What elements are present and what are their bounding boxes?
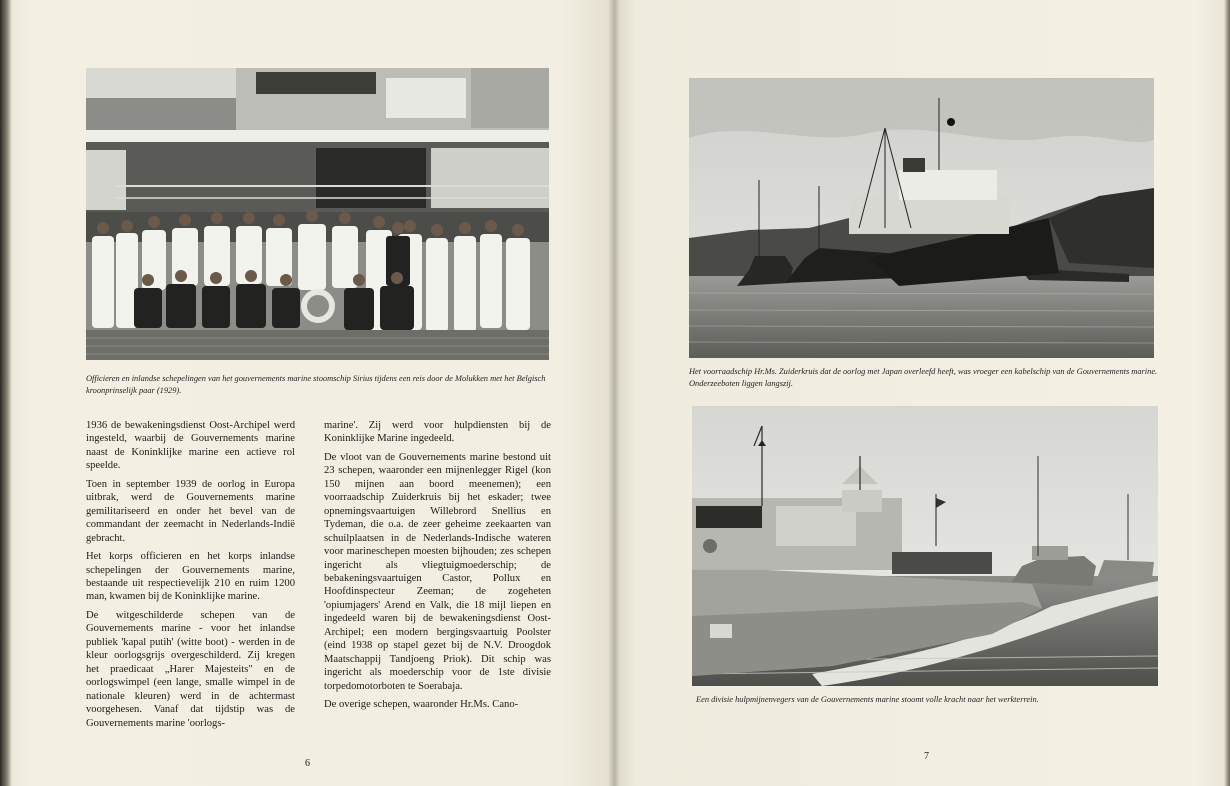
book-edge-left — [0, 0, 12, 786]
paragraph: De overige schepen, waaronder Hr.Ms. Cano- — [324, 699, 519, 711]
paragraph: Het korps officieren en het korps inlandse schepelingen der Gouvernements marine, bestaande uit respectievelijk 210 en ruim 1200 man, kwamen bij de Koninklijke marine. — [86, 551, 295, 603]
book-gutter — [608, 0, 620, 786]
right-page — [614, 0, 1230, 786]
paragraph: marine'. Zij werd voor hulpdiensten bij de Koninklijke Marine ingedeeld. — [324, 420, 551, 445]
paragraph: Toen in september 1939 de oorlog in Europa uitbrak, werd de Gouvernements marine gemilitariseerd en onder het bevel van de commandant der zeemacht in Nederlands-Indië gebracht. — [86, 478, 295, 544]
minesweepers-photo — [692, 406, 1158, 686]
crew-group-photo — [86, 68, 549, 360]
paragraph: De vloot van de Gouvernements marine bestond uit 23 schepen, waaronder een mijnenlegger Rigel (kon 150 mijnen aan boord meenemen); een voorraadschip Zuiderkruis bij het eskader; twee opnemingsvaartuigen Willebrord Snellius en Tydeman, die o.a. de zeer geheime zeekaarten van schuilplaatsen in de Nederlands-Indische wateren voor marineschepen moesten bijhouden; zes schepen ingericht als vliegtuigmoederschip; de bebakeningsvaartuigen Castor, Pollux en Hoofdinspecteur Zeeman; de zogeheten 'opiumjagers' Arend en Valk, die 18 mijl liepen en ingedeeld waren bij de bewakeningsdienst Oost-Archipel; een modern bergingsvaartuig Poolster (eind 1938 op stapel gezet bij de N.V. Droogdok Maatschappij Tandjoeng Priok). Dit schip was ingericht als moederschip voor de 1ste divisie torpedomotorboten te Soerabaja. — [324, 451, 551, 692]
supply-ship-photo — [689, 78, 1154, 358]
book-edge-right — [1224, 0, 1230, 786]
photo-caption: Officieren en inlandse schepelingen van het gouvernements marine stoomschip Sirius tijdens een reis door de Molukken met het Belgisch kroonprinselijk paar (1929). — [86, 374, 546, 395]
page-number: 6 — [305, 758, 310, 769]
top-photo-caption: Het voorraadschip Hr.Ms. Zuiderkruis dat de oorlog met Japan overleefd heeft, was vroeger een kabelschip van de Gouvernements marine. Onderzeeboten liggen langszij. — [689, 367, 1158, 388]
left-page — [0, 0, 614, 786]
text-column-1 — [86, 419, 295, 735]
bottom-photo-caption: Een divisie hulpmijnenvegers van de Gouvernements marine stoomt volle kracht naar het werkterrein. — [696, 695, 1039, 704]
paragraph: De witgeschilderde schepen van de Gouvernements marine - voor het inlandse publiek 'kapal putih' (witte boot) - werden in de kleur oorlogsgrijs overgeschilderd. Zij kregen het praedicaat „Harer Majesteits" en de oorlogswimpel (een lange, smalle wimpel in de nationale kleuren) werd in de achtermast voorgehesen. Vanaf dat tijdstip was de Gouvernements marine 'oorlogs- — [86, 609, 295, 729]
paragraph: 1936 de bewakeningsdienst Oost-Archipel werd ingesteld, waarbij de Gouvernements marine naast de Koninklijke marine een actieve rol speelde. — [86, 420, 295, 472]
page-number: 7 — [924, 751, 929, 762]
text-column-2 — [324, 419, 551, 717]
